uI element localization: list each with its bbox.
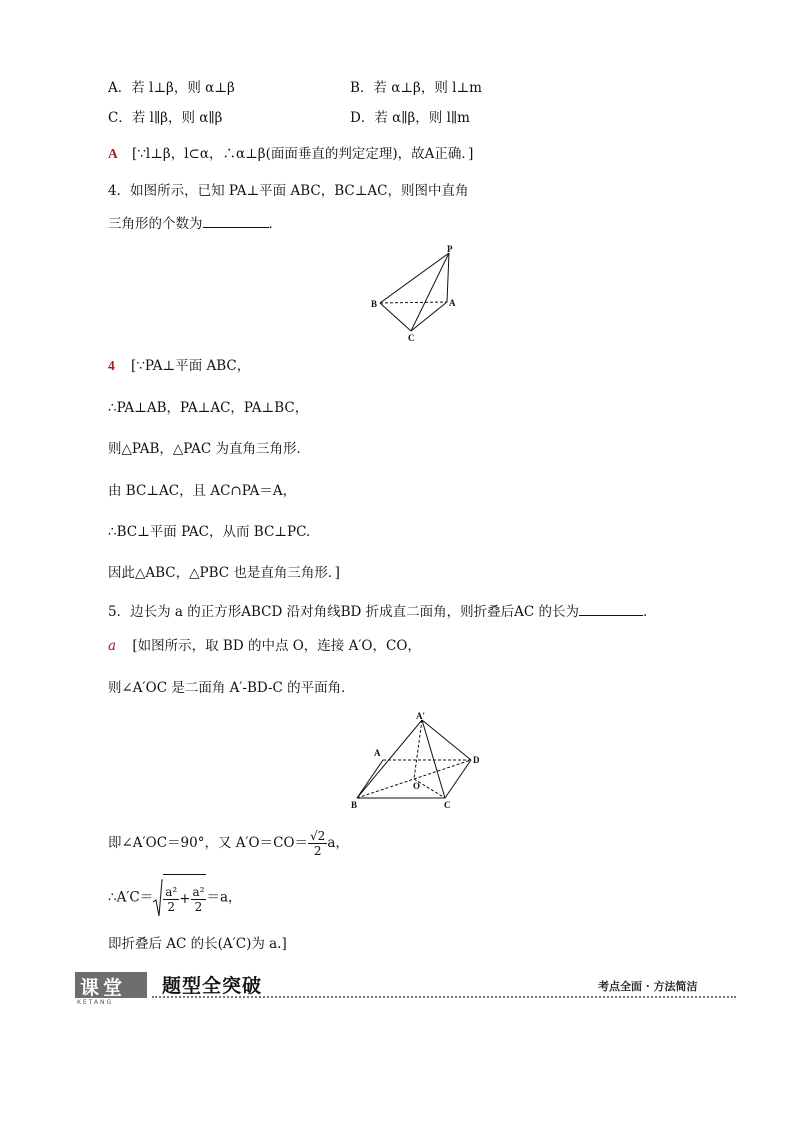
q4-sol2: ∴PA⊥AB，PA⊥AC，PA⊥BC， [108, 400, 309, 416]
q5-line1 [108, 601, 657, 621]
q4-answer-letter: 4 [108, 358, 115, 373]
q5-sol3-post: a， [327, 835, 349, 851]
q3-answer [108, 145, 473, 163]
q5-line1-end: ． [643, 604, 657, 620]
q5-sol4-den2: 2 [194, 900, 203, 914]
q5-sol4-post: ＝a， [206, 889, 242, 906]
q5-sol1: [如图所示，取 BD 的中点 O，连接 A′O，CO， [132, 638, 421, 654]
q4-blank [203, 213, 269, 228]
q4-label-a: A [449, 298, 456, 308]
q4-line1: 4．如图所示，已知 PA⊥平面 ABC，BC⊥AC，则图中直角 [108, 183, 469, 199]
banner-box-label: 课堂 [80, 977, 127, 999]
q5-sol2: 则∠A′OC 是二面角 A′-BD-C 的平面角． [108, 680, 355, 696]
q5-sol3-frac [308, 829, 327, 858]
q5-label-d: D [473, 755, 480, 765]
q5-sol4 [108, 874, 242, 920]
q3-answer-text: [∵l⊥β，l⊂α，∴α⊥β(面面垂直的判定定理)，故A正确．] [132, 146, 474, 162]
q4-line2-text: 三角形的个数为 [108, 216, 203, 232]
q4-label-c: C [408, 333, 415, 343]
q5-sol4-pre: ∴A′C＝ [108, 889, 154, 906]
q5-line1-text: 5．边长为 a 的正方形ABCD 沿对角线BD 折成直二面角，则折叠后AC 的长为 [108, 604, 579, 620]
option-d: D．若 α∥β，则 l∥m [350, 110, 470, 126]
q5-sol4-frac2 [191, 885, 207, 914]
q5-answer-letter: a [108, 638, 117, 654]
q5-label-b: B [351, 800, 358, 810]
q5-sol3 [108, 820, 349, 866]
q5-sol4-plus: + [179, 891, 191, 907]
banner-title: 题型全突破 [162, 975, 263, 997]
banner-right-text: 考点全面 · 方法简洁 [598, 980, 698, 993]
banner-divider [152, 996, 736, 998]
q4-figure [368, 244, 468, 344]
option-c: C．若 l∥β，则 α∥β [108, 110, 223, 126]
q5-sol3-den: 2 [313, 844, 322, 858]
q5-figure [343, 710, 493, 812]
q5-sol4-num2: a² [192, 885, 205, 899]
q5-label-o: O [413, 781, 421, 791]
q4-label-b: B [371, 299, 378, 309]
q5-sol3-pre: 即∠A′OC＝90°，又 A′O＝CO＝ [108, 835, 309, 851]
q5-blank [579, 601, 643, 616]
q4-sol6: 因此△ABC，△PBC 也是直角三角形．] [108, 565, 340, 581]
option-b: B．若 α⊥β，则 l⊥m [350, 80, 482, 96]
q5-label-c: C [444, 800, 451, 810]
q4-answer-line [108, 357, 250, 375]
q5-sol3-num: √2 [310, 829, 326, 843]
q5-sol4-frac1 [163, 885, 179, 914]
q5-sol5: 即折叠后 AC 的长(A′C)为 a.] [108, 936, 287, 952]
q3-answer-letter: A [108, 146, 118, 161]
q5-label-a1: A′ [416, 711, 426, 721]
q4-line2 [108, 213, 282, 233]
q4-sol1: [∵PA⊥平面 ABC， [131, 358, 251, 374]
q4-line2-end: ． [268, 216, 282, 232]
q5-answer-line [108, 637, 421, 655]
q5-sol4-num1: a² [165, 885, 178, 899]
q4-sol4: 由 BC⊥AC，且 AC∩PA＝A， [108, 483, 297, 499]
banner-small-label: KETANG [77, 999, 114, 1006]
q4-sol3: 则△PAB，△PAC 为直角三角形． [108, 441, 310, 457]
q5-label-a: A [374, 748, 381, 758]
option-a: A．若 l⊥β，则 α⊥β [108, 80, 235, 96]
q5-sol4-den1: 2 [167, 900, 176, 914]
q4-sol5: ∴BC⊥平面 PAC，从而 BC⊥PC. [108, 524, 311, 540]
q4-label-p: P [447, 244, 453, 254]
q5-sol4-sqrt [153, 874, 206, 922]
